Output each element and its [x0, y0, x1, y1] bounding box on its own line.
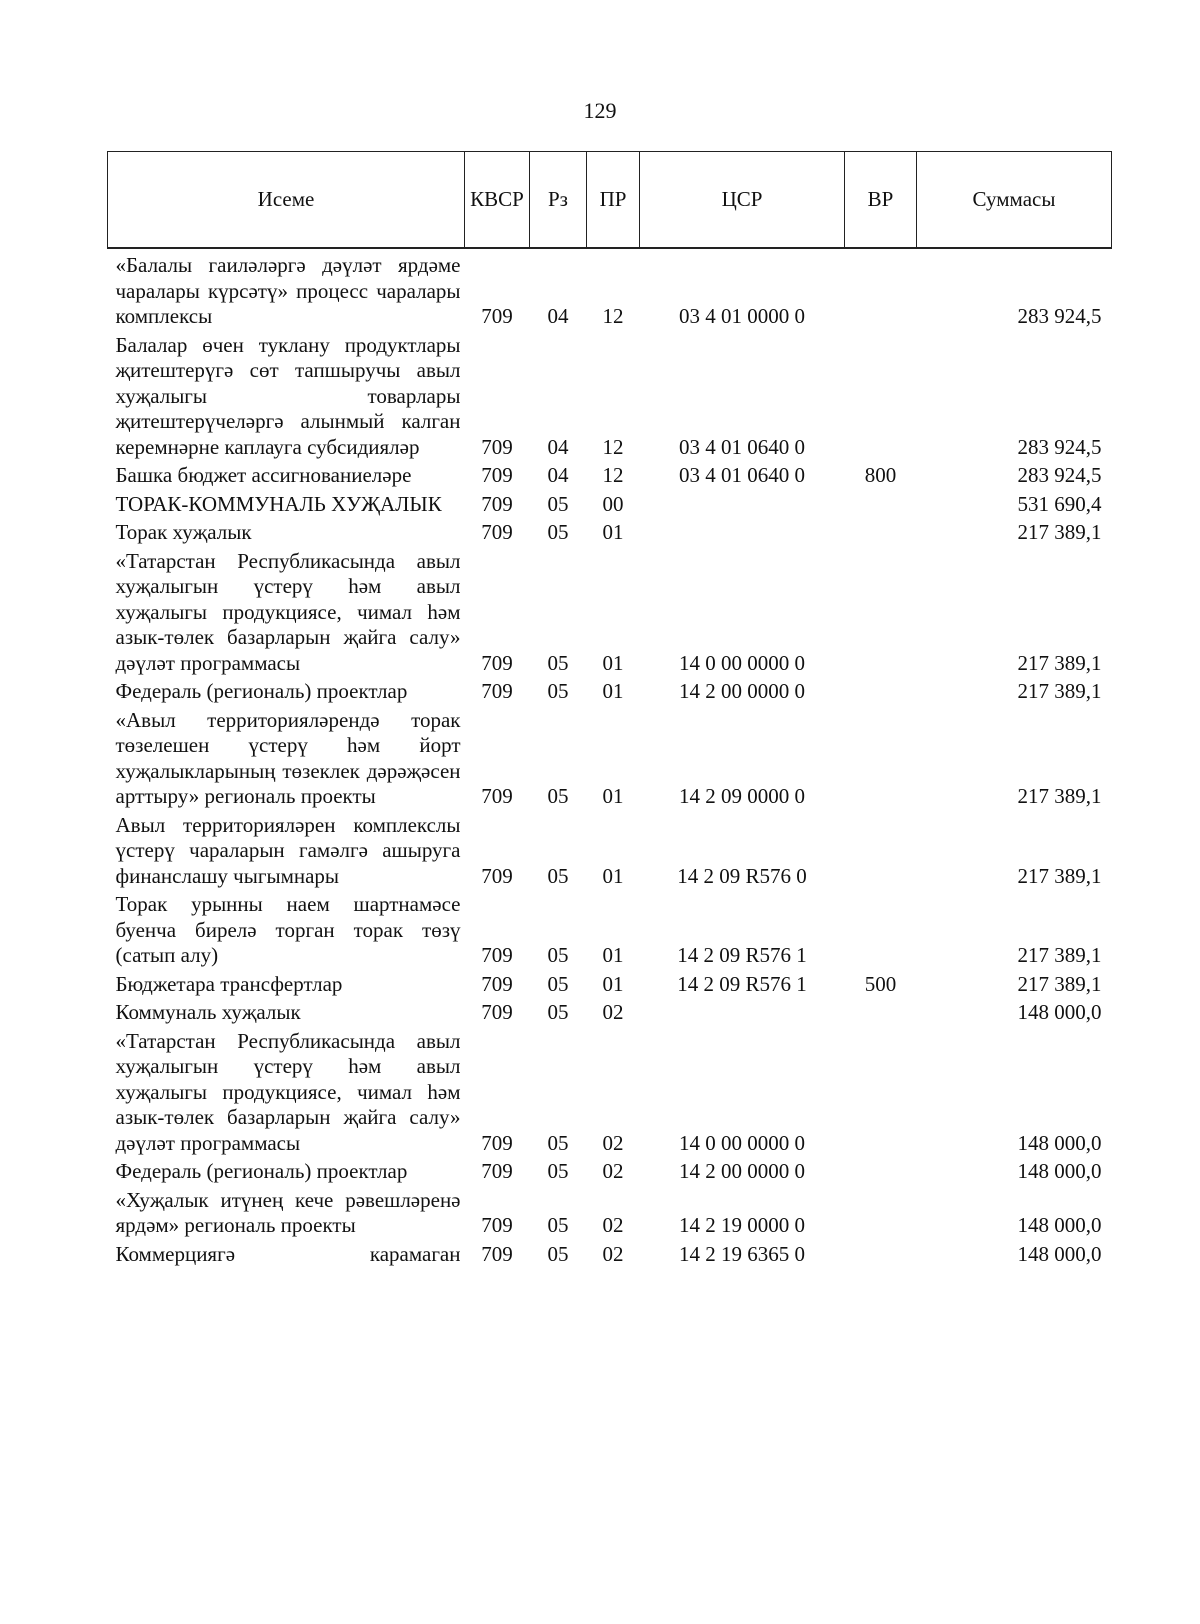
row-sum: 148 000,0 [1017, 1159, 1102, 1183]
row-sum: 217 389,1 [1017, 679, 1102, 703]
row-kvsr: 709 [481, 1000, 513, 1024]
row-kvsr: 709 [481, 1130, 513, 1155]
row-sum: 283 924,5 [1017, 434, 1102, 459]
row-rz: 05 [547, 1159, 569, 1183]
row-name: «Татарстан Республикасында авыл хуҗалыгын үстерү һәм авыл хуҗалыгы продукциясе, чимал һәм азык-төлек базарларын җайга салу» дәүләт программасы [115, 548, 461, 675]
row-csr: 14 2 09 R576 1 [677, 943, 807, 967]
table-row [108, 892, 1112, 972]
row-rz: 05 [547, 943, 569, 967]
table-row [108, 333, 1112, 464]
row-csr: 03 4 01 0000 0 [679, 304, 805, 328]
row-vr [845, 1159, 917, 1188]
row-name: «Татарстан Республикасында авыл хуҗалыгын үстерү һәм авыл хуҗалыгы продукциясе, чимал һәм азык-төлек базарларын җайга салу» дәүләт программасы [115, 1028, 461, 1155]
row-vr: 500 [864, 971, 897, 996]
row-sum: 217 389,1 [1017, 650, 1102, 675]
budget-table [107, 151, 1112, 1270]
table-row [108, 1000, 1112, 1029]
row-name: ТОРАК-КОММУНАЛЬ ХУҖАЛЫК [115, 491, 442, 516]
row-kvsr: 709 [481, 463, 513, 487]
table-row [108, 708, 1112, 813]
row-rz: 05 [547, 784, 569, 808]
row-pr: 01 [602, 650, 624, 675]
row-kvsr: 709 [481, 784, 513, 808]
row-pr: 12 [602, 304, 624, 328]
row-vr [845, 679, 917, 708]
row-sum: 283 924,5 [1017, 304, 1102, 328]
page-number: 129 [583, 98, 617, 123]
row-rz: 04 [547, 463, 569, 487]
row-rz: 05 [547, 1213, 569, 1237]
row-name: Федераль (региональ) проектлар [115, 1159, 408, 1183]
row-sum: 148 000,0 [1017, 1213, 1102, 1237]
row-rz: 05 [547, 679, 569, 703]
row-name: «Балалы гаиләләргә дәүләт ярдәме чаралары күрсәтү» процесс чаралары комплексы [115, 253, 461, 328]
header-pr: ПР [587, 152, 640, 249]
header-sum: Суммасы [917, 152, 1112, 249]
table-row [108, 520, 1112, 549]
table-row [108, 1029, 1112, 1160]
table-row [108, 679, 1112, 708]
row-pr: 01 [602, 943, 624, 967]
row-vr [845, 813, 917, 893]
table-header [108, 152, 1112, 249]
row-name: «Хуҗалык итүнең кече рәвешләренә ярдәм» региональ проекты [115, 1187, 461, 1237]
row-vr [845, 492, 917, 521]
row-sum: 217 389,1 [1017, 971, 1102, 996]
row-csr: 14 2 00 0000 0 [679, 679, 805, 703]
row-pr: 01 [602, 784, 624, 808]
row-name: Торак хуҗалык [115, 520, 252, 544]
row-vr [845, 520, 917, 549]
row-rz: 05 [547, 863, 569, 888]
row-rz: 05 [547, 971, 569, 996]
row-name: Башка бюджет ассигнованиеләре [115, 463, 412, 487]
row-rz: 05 [547, 1241, 569, 1266]
row-rz: 05 [547, 491, 569, 516]
row-sum: 148 000,0 [1017, 1000, 1102, 1024]
header-rz: Рз [530, 152, 587, 249]
row-kvsr: 709 [481, 1213, 513, 1237]
row-kvsr: 709 [481, 863, 513, 888]
row-kvsr: 709 [481, 971, 513, 996]
row-name: Торак урынны наем шартнамәсе буенча бирелә торган торак төзү (сатып алу) [115, 892, 461, 967]
row-csr: 14 2 09 R576 1 [677, 971, 807, 996]
row-kvsr: 709 [481, 491, 513, 516]
row-sum: 217 389,1 [1017, 943, 1102, 967]
row-vr [845, 1242, 917, 1271]
row-vr [845, 549, 917, 680]
table-row [108, 463, 1112, 492]
row-kvsr: 709 [481, 434, 513, 459]
row-csr: 14 2 09 0000 0 [679, 784, 805, 808]
row-kvsr: 709 [481, 679, 513, 703]
row-vr [845, 1188, 917, 1242]
row-pr: 02 [602, 1159, 624, 1183]
header-csr: ЦСР [640, 152, 845, 249]
row-vr [845, 1029, 917, 1160]
row-kvsr: 709 [481, 1159, 513, 1183]
header-vr: ВР [845, 152, 917, 249]
row-sum: 217 389,1 [1017, 520, 1102, 544]
table-row [108, 248, 1112, 333]
row-pr: 01 [602, 863, 624, 888]
row-vr [845, 708, 917, 813]
table-row [108, 1242, 1112, 1271]
row-csr: 14 0 00 0000 0 [679, 1130, 805, 1155]
row-name: Авыл территорияләрен комплекслы үстерү чараларын гамәлгә ашыруга финанслашу чыгымнары [115, 812, 461, 888]
row-csr: 03 4 01 0640 0 [679, 463, 805, 487]
table-row [108, 549, 1112, 680]
row-name: «Авыл территорияләрендә торак төзелешен үстерү һәм йорт хуҗалыкларының төзеклек дәрәҗәсен арттыру» региональ проекты [115, 707, 461, 808]
row-pr: 02 [602, 1213, 624, 1237]
row-vr [845, 1000, 917, 1029]
row-sum: 217 389,1 [1017, 784, 1102, 808]
row-kvsr: 709 [481, 650, 513, 675]
row-rz: 04 [547, 304, 569, 328]
row-sum: 217 389,1 [1017, 863, 1102, 888]
row-name: Коммерциягә карамаган [115, 1241, 461, 1266]
table-row [108, 1159, 1112, 1188]
row-kvsr: 709 [481, 943, 513, 967]
row-csr: 14 2 19 6365 0 [679, 1241, 805, 1266]
row-pr: 01 [602, 520, 624, 544]
table-row [108, 1188, 1112, 1242]
row-pr: 01 [602, 679, 624, 703]
row-csr [640, 492, 845, 521]
row-csr: 14 0 00 0000 0 [679, 650, 805, 675]
row-sum: 148 000,0 [1017, 1241, 1102, 1266]
header-kvsr: КВСР [465, 152, 530, 249]
row-rz: 05 [547, 1000, 569, 1024]
row-rz: 05 [547, 520, 569, 544]
row-name: Бюджетара трансфертлар [115, 971, 343, 996]
row-sum: 283 924,5 [1017, 463, 1102, 487]
row-name: Федераль (региональ) проектлар [115, 679, 408, 703]
row-rz: 05 [547, 1130, 569, 1155]
row-pr: 02 [602, 1130, 624, 1155]
row-pr: 12 [602, 434, 624, 459]
row-csr: 14 2 00 0000 0 [679, 1159, 805, 1183]
row-name: Коммуналь хуҗалык [115, 1000, 301, 1024]
row-vr [845, 333, 917, 464]
row-csr: 14 2 19 0000 0 [679, 1213, 805, 1237]
row-kvsr: 709 [481, 304, 513, 328]
row-sum: 531 690,4 [1017, 491, 1102, 516]
row-rz: 05 [547, 650, 569, 675]
row-csr [640, 520, 845, 549]
table-row [108, 492, 1112, 521]
table-body [108, 248, 1112, 1270]
table-row [108, 813, 1112, 893]
row-vr [845, 892, 917, 972]
row-vr: 800 [864, 463, 897, 487]
row-rz: 04 [547, 434, 569, 459]
row-sum: 148 000,0 [1017, 1130, 1102, 1155]
row-csr [640, 1000, 845, 1029]
row-pr: 02 [602, 1241, 624, 1266]
row-pr: 02 [602, 1000, 624, 1024]
row-kvsr: 709 [481, 1241, 513, 1266]
row-csr: 03 4 01 0640 0 [679, 434, 805, 459]
row-pr: 01 [602, 971, 624, 996]
row-kvsr: 709 [481, 520, 513, 544]
table-row [108, 972, 1112, 1001]
row-name: Балалар өчен туклану продуктлары җитештерүгә сөт тапшыручы авыл хуҗалыгы товарлары җитештерүчеләргә алынмый калган керемнәрне каплауга субсидияләр [115, 332, 461, 459]
row-pr: 12 [602, 463, 624, 487]
row-pr: 00 [602, 491, 624, 516]
row-csr: 14 2 09 R576 0 [677, 863, 807, 888]
row-vr [845, 248, 917, 333]
header-name: Исеме [108, 152, 465, 249]
